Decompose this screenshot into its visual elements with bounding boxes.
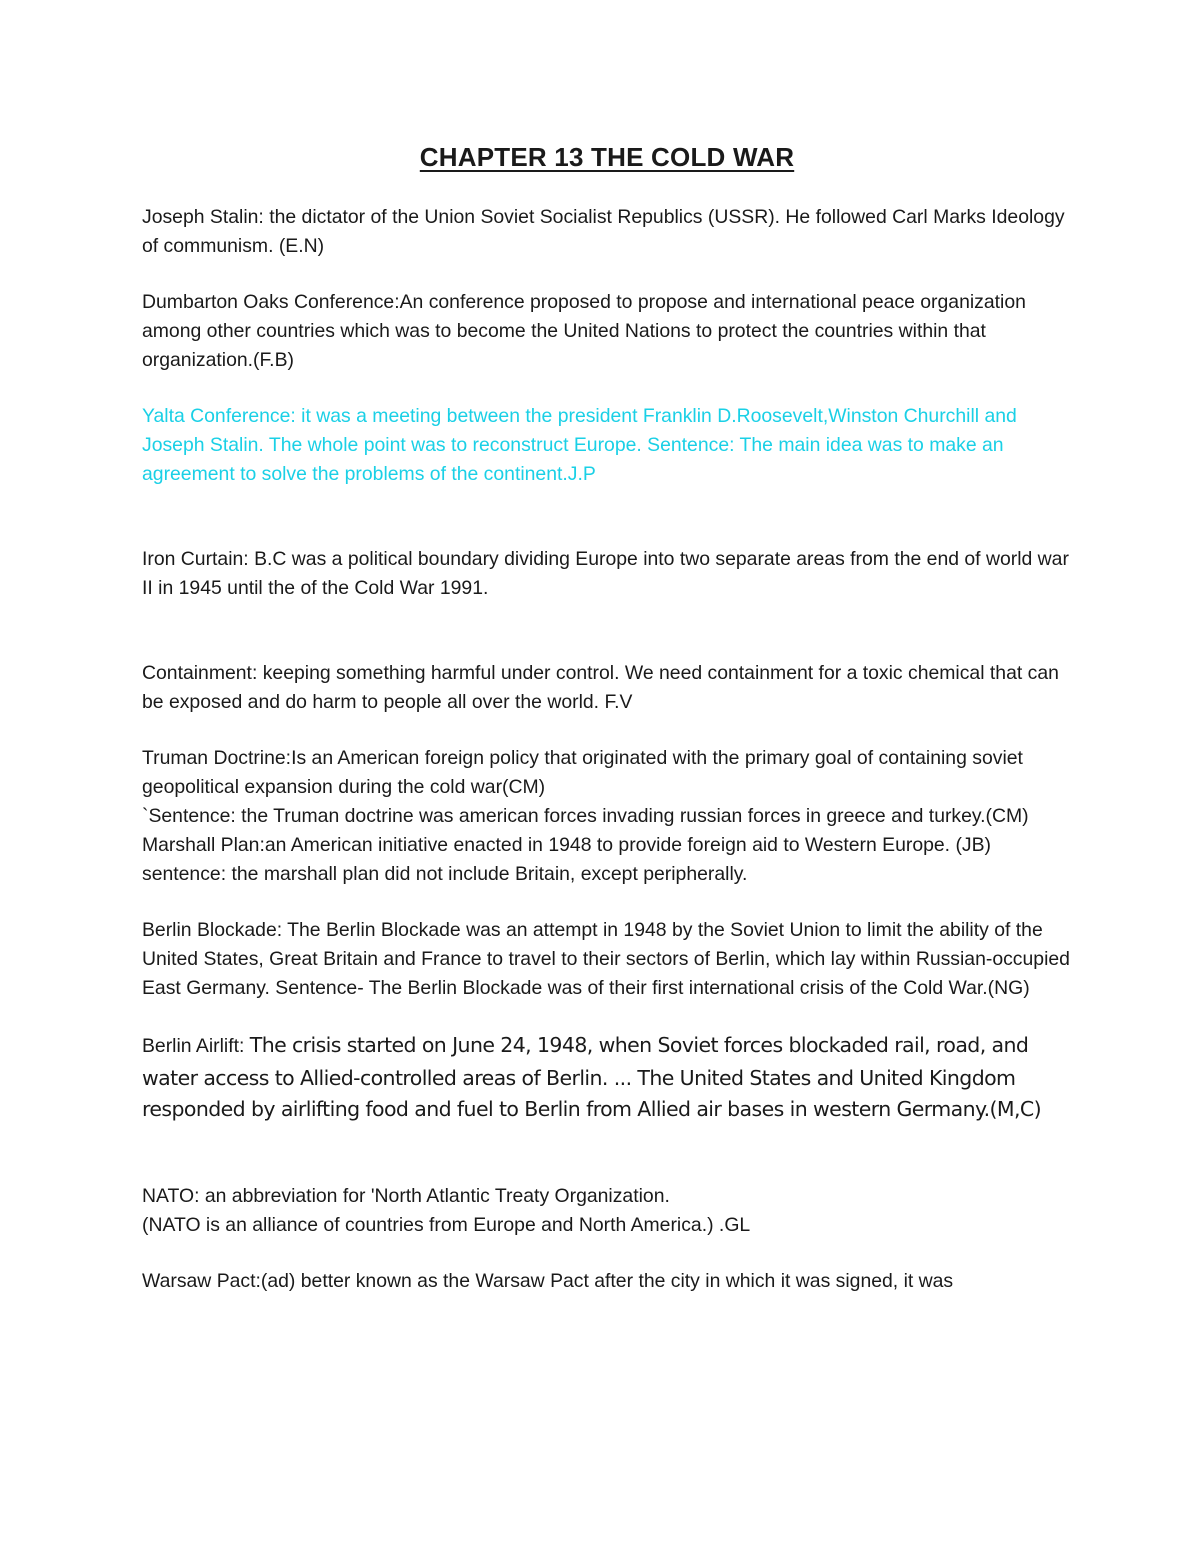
spacer: [142, 603, 1072, 659]
paragraph-berlin-blockade: Berlin Blockade: The Berlin Blockade was an attempt in 1948 by the Soviet Union to limit the ability of the United States, Great Britain and France to travel to their sectors of Berlin, which lay within Russian-occupied East Germany. Sentence- The Berlin Blockade was of their first international crisis of the Cold War.(NG): [142, 919, 1070, 999]
paragraph-truman-definition: Truman Doctrine:Is an American foreign policy that originated with the primary goal of containing soviet geopolitical expansion during the cold war(CM): [142, 747, 1023, 798]
spacer: [142, 1126, 1072, 1182]
paragraph-nato-note: (NATO is an alliance of countries from Europe and North America.) .GL: [142, 1213, 751, 1236]
paragraph-warsaw: Warsaw Pact:(ad) better known as the Warsaw Pact after the city in which it was signed, it was: [142, 1269, 954, 1292]
paragraph-nato-definition: NATO: an abbreviation for 'North Atlantic Treaty Organization.: [142, 1184, 670, 1207]
paragraph-stalin: Joseph Stalin: the dictator of the Union Soviet Socialist Republics (USSR). He followed Carl Marks Ideology of communism. (E.N): [142, 206, 1065, 257]
spacer: [142, 717, 1072, 744]
paragraph-truman-sentence: `Sentence: the Truman doctrine was american forces invading russian forces in greece and turkey.(CM): [142, 805, 1029, 827]
paragraph-berlin-airlift: [142, 1030, 1072, 1126]
paragraph-yalta: Yalta Conference: it was a meeting between the president Franklin D.Roosevelt,Winston Churchill and Joseph Stalin. The whole point was to reconstruct Europe. Sentence: The main idea was to make an agreement to solve the problems of the continent.J.P: [142, 405, 1017, 485]
spacer: [142, 375, 1072, 402]
spacer: [142, 1003, 1072, 1030]
document-page: [142, 142, 1072, 1296]
paragraph-marshall: Marshall Plan:an American initiative enacted in 1948 to provide foreign aid to Western Europe. (JB) sentence: the marshall plan did not include Britain, except peripherally.: [142, 834, 991, 885]
paragraph-containment: Containment: keeping something harmful under control. We need containment for a toxic chemical that can be exposed and do harm to people all over the world. F.V: [142, 662, 1059, 713]
berlin-airlift-text: The crisis started on June 24, 1948, when Soviet forces blockaded rail, road, and water access to Allied-controlled areas of Berlin. ... The United States and United Kingdom responded by airlifting food and fuel to Berlin from Allied air bases in western Germany.(M,C): [142, 1033, 1042, 1121]
spacer: [142, 261, 1072, 288]
spacer: [142, 889, 1072, 916]
page-title: CHAPTER 13 THE COLD WAR: [419, 142, 795, 172]
berlin-airlift-label: Berlin Airlift:: [142, 1035, 250, 1057]
spacer: [142, 489, 1072, 545]
paragraph-dumbarton: Dumbarton Oaks Conference:An conference proposed to propose and international peace organization among other countries which was to become the United Nations to protect the countries within that organization.(F.B): [142, 291, 1026, 371]
spacer: [142, 1240, 1072, 1267]
paragraph-iron-curtain: Iron Curtain: B.C was a political boundary dividing Europe into two separate areas from the end of world war II in 1945 until the of the Cold War 1991.: [142, 548, 1069, 599]
